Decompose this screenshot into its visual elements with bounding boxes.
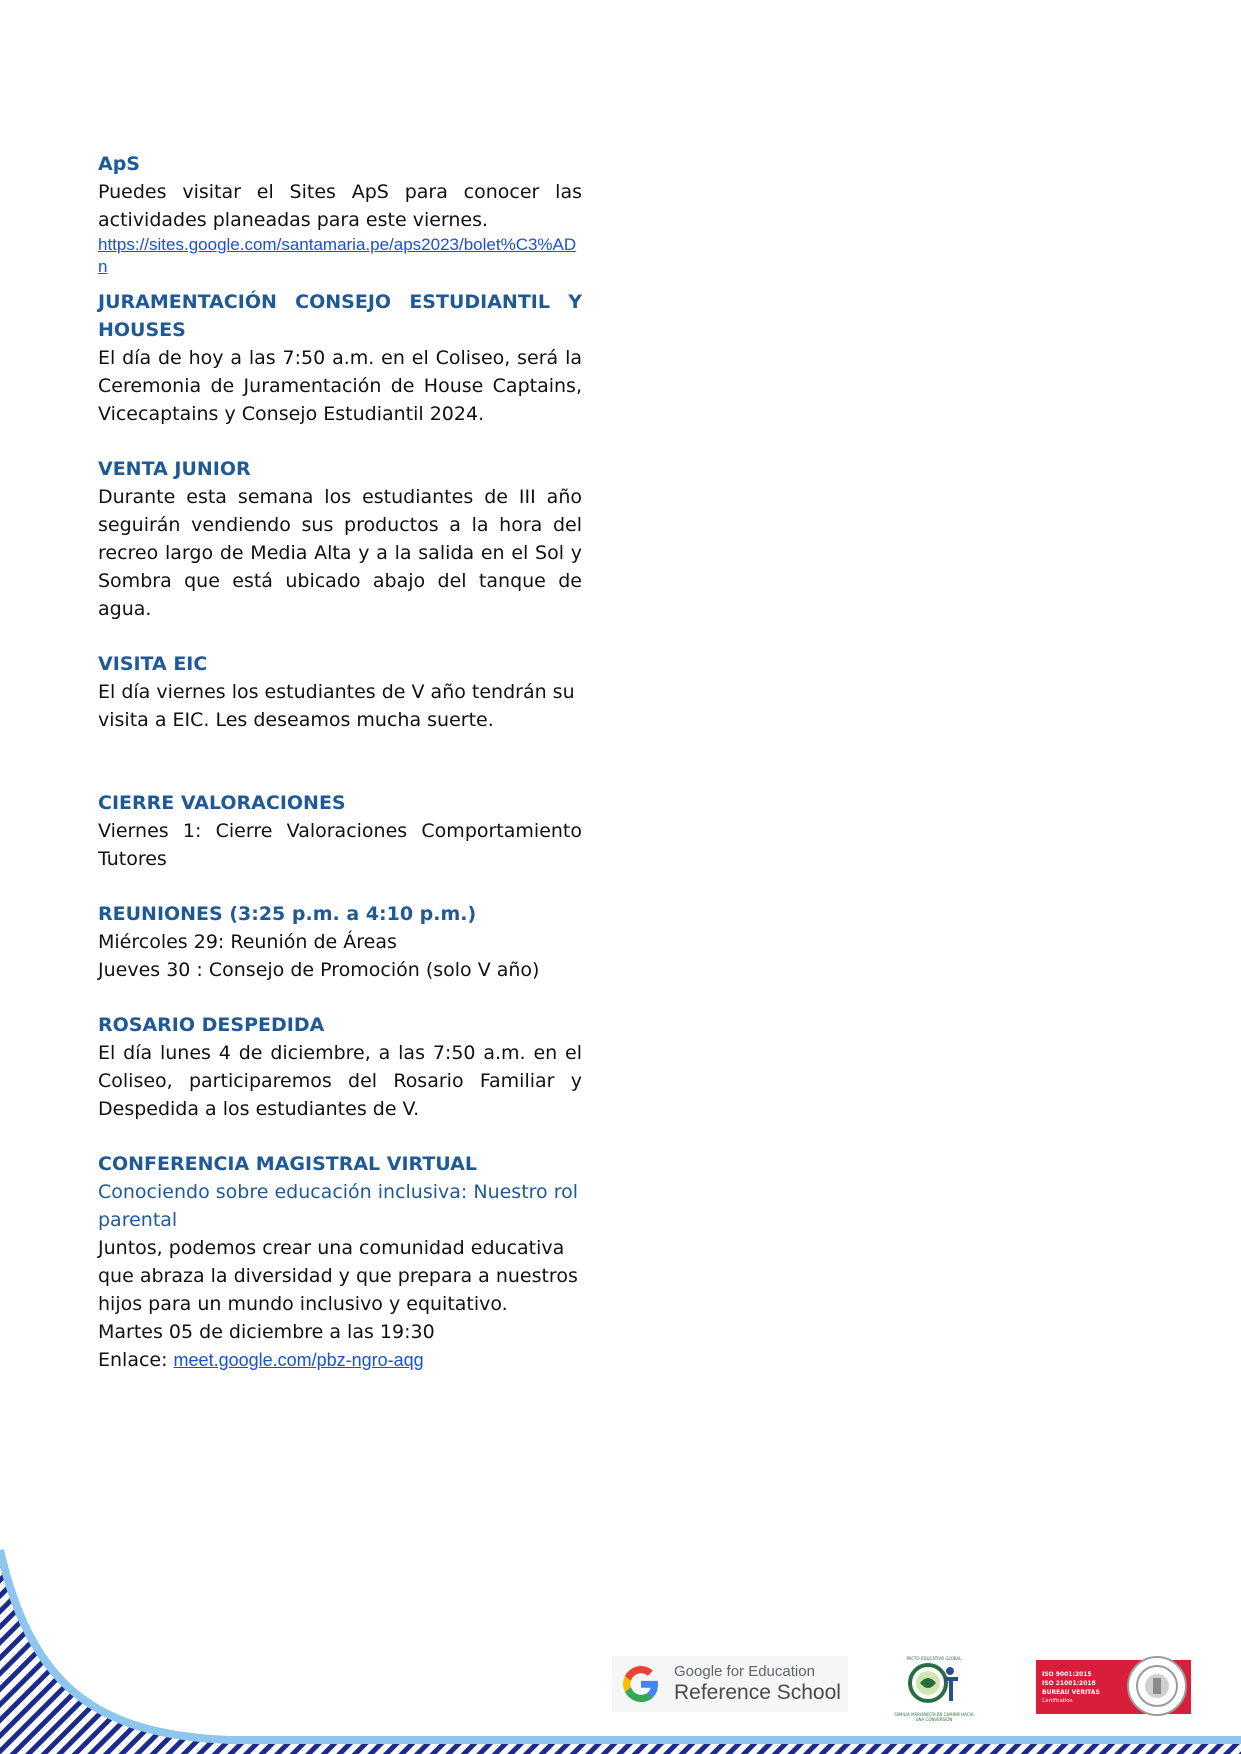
section-subheading: parental xyxy=(98,1209,178,1231)
meeting-link[interactable]: meet.google.com/pbz-ngro-aqg xyxy=(173,1350,424,1370)
bureau-veritas-logo xyxy=(1036,1660,1191,1714)
section-body-line: Juntos, podemos crear una comunidad educativa xyxy=(98,1237,565,1259)
section-heading: VENTA JUNIOR xyxy=(98,458,251,480)
section-venta-junior xyxy=(98,455,582,623)
google-logo-line1: Google for Education xyxy=(674,1663,815,1680)
aps-sites-link[interactable]: https://sites.google.com/santamaria.pe/aps2023/bolet%C3%ADn xyxy=(98,235,577,276)
google-logo-line2: Reference School xyxy=(674,1681,841,1704)
google-g-icon xyxy=(618,1661,664,1707)
section-reuniones xyxy=(98,900,582,984)
section-heading: CONFERENCIA MAGISTRAL VIRTUAL xyxy=(98,1153,477,1175)
section-heading: REUNIONES (3:25 p.m. a 4:10 p.m.) xyxy=(98,903,477,925)
section-body: El día lunes 4 de diciembre, a las 7:50 a.m. en el Coliseo, participaremos del Rosario Familiar y Despedida a los estudiantes de V. xyxy=(98,1042,582,1120)
section-visita-eic xyxy=(98,650,582,734)
section-cierre-valoraciones xyxy=(98,789,582,873)
section-body-line: Martes 05 de diciembre a las 19:30 xyxy=(98,1321,435,1343)
section-conferencia xyxy=(98,1150,582,1374)
section-body: Viernes 1: Cierre Valoraciones Comportamiento Tutores xyxy=(98,820,582,870)
section-heading: ROSARIO DESPEDIDA xyxy=(98,1014,325,1036)
footer-wave-decoration xyxy=(0,1530,1241,1754)
bv-iso-1: ISO 9001:2015 xyxy=(1042,1670,1092,1678)
meeting-link-label: Enlace: xyxy=(98,1349,174,1371)
section-juramentacion xyxy=(98,288,582,428)
section-body: El día de hoy a las 7:50 a.m. en el Coliseo, será la Ceremonia de Juramentación de House Captains, Vicecaptains y Consejo Estudiantil 2024. xyxy=(98,347,582,425)
section-heading: JURAMENTACIÓN CONSEJO ESTUDIANTIL Y HOUSES xyxy=(98,291,582,341)
pacto-educativo-logo xyxy=(894,1656,974,1722)
bv-iso-2: ISO 21001:2018 xyxy=(1042,1679,1096,1687)
section-body-line: Miércoles 29: Reunión de Áreas xyxy=(98,931,397,953)
pacto-logo-top-text: PACTO EDUCATIVO GLOBAL xyxy=(906,1656,962,1661)
bv-certification: Certification xyxy=(1042,1697,1073,1704)
section-aps xyxy=(98,150,582,278)
section-rosario xyxy=(98,1011,582,1123)
meeting-link-line xyxy=(98,1346,582,1374)
bv-name: BUREAU VERITAS xyxy=(1042,1688,1100,1696)
bulletin-content xyxy=(98,150,582,1374)
section-heading: CIERRE VALORACIONES xyxy=(98,792,346,814)
section-heading: VISITA EIC xyxy=(98,653,208,675)
google-education-logo xyxy=(612,1656,848,1712)
section-body: Puedes visitar el Sites ApS para conocer las actividades planeadas para este viernes. xyxy=(98,181,582,231)
section-body-line: hijos para un mundo inclusivo y equitativo. xyxy=(98,1293,508,1315)
section-body-line: que abraza la diversidad y que prepara a nuestros xyxy=(98,1265,578,1287)
section-body-line: Jueves 30 : Consejo de Promoción (solo V año) xyxy=(98,959,540,981)
section-body-line: visita a EIC. Les deseamos mucha suerte. xyxy=(98,709,494,731)
section-body-line: El día viernes los estudiantes de V año tendrán su xyxy=(98,681,575,703)
section-body: Durante esta semana los estudiantes de III año seguirán vendiendo sus productos a la hora del recreo largo de Media Alta y a la salida en el Sol y Sombra que está ubicado abajo del tanque de agua. xyxy=(98,486,582,620)
pacto-logo-bottom-text: FAMILIA MARIANISTA EN CAMINO HACIA UNA CONVERSIÓN xyxy=(894,1712,974,1722)
globe-figure-icon xyxy=(894,1661,974,1707)
section-heading: ApS xyxy=(98,153,140,175)
bureau-veritas-seal-icon xyxy=(1127,1656,1187,1716)
section-subheading: Conociendo sobre educación inclusiva: Nuestro rol xyxy=(98,1181,579,1203)
